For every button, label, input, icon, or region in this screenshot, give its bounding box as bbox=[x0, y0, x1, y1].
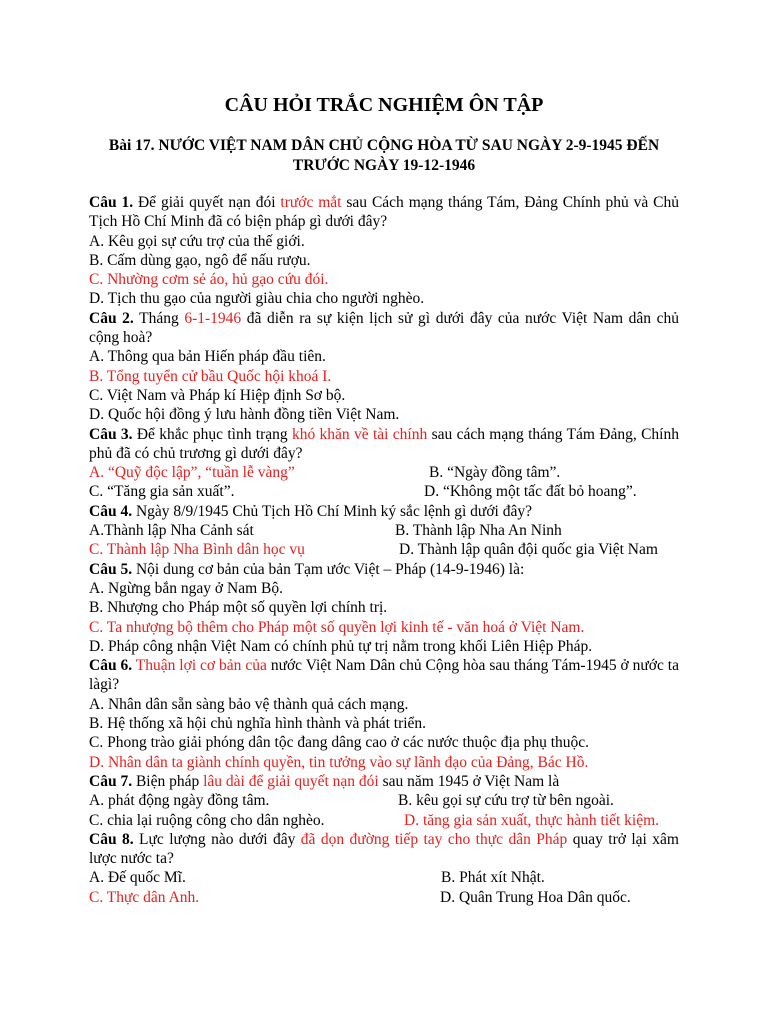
answer-option: A. phát động ngày đồng tâm. bbox=[89, 792, 270, 810]
highlighted-phrase: khó khăn về tài chính bbox=[291, 425, 428, 443]
question-label: Câu 8. bbox=[89, 830, 134, 848]
question-label: Câu 1. bbox=[89, 194, 134, 211]
question-label: Câu 5. bbox=[89, 560, 133, 578]
question-list bbox=[89, 193, 679, 907]
answer-option: B. Phát xít Nhật. bbox=[441, 869, 545, 887]
answer-option-correct: A. “Quỹ độc lập”, “tuần lễ vàng” bbox=[89, 464, 295, 482]
question-stem bbox=[89, 656, 679, 695]
question-stem bbox=[89, 193, 679, 232]
question-5 bbox=[89, 560, 679, 656]
question-label: Câu 7. bbox=[89, 772, 133, 790]
question-stem bbox=[89, 830, 679, 869]
question-label: Câu 4. bbox=[89, 502, 133, 520]
highlighted-phrase: lâu dài để giải quyết nạn đói bbox=[203, 772, 379, 790]
answer-option-correct: C. Nhường cơm sẻ áo, hủ gạo cứu đói. bbox=[89, 271, 329, 289]
answer-option: D. Thành lập quân đội quốc gia Việt Nam bbox=[399, 541, 658, 559]
answer-option-correct: D. tăng gia sản xuất, thực hành tiết kiệm. bbox=[404, 811, 660, 829]
answer-option: B. Nhượng cho Pháp một số quyền lợi chính trị. bbox=[89, 599, 388, 617]
question-6 bbox=[89, 656, 679, 772]
question-label: Câu 3. bbox=[89, 425, 133, 443]
question-stem bbox=[89, 502, 679, 521]
answer-option-correct: B. Tổng tuyển cử bầu Quốc hội khoá I. bbox=[89, 367, 332, 385]
question-8 bbox=[89, 830, 679, 907]
question-text: Ngày 8/9/1945 Chủ Tịch Hồ Chí Minh ký sắc lệnh gì dưới đây? bbox=[132, 502, 532, 520]
answer-option: D. Quân Trung Hoa Dân quốc. bbox=[440, 888, 631, 906]
answer-option: C. Việt Nam và Pháp kí Hiệp định Sơ bộ. bbox=[89, 386, 346, 404]
question-text: Lực lượng nào dưới đây bbox=[133, 830, 301, 848]
question-text: sau cách mạng tháng Tám Đảng, Chính phủ đã có chủ trương gì dưới đây? bbox=[89, 425, 679, 462]
option-row bbox=[89, 540, 679, 559]
answer-option: A. Ngừng bắn ngay ở Nam Bộ. bbox=[89, 579, 283, 597]
question-text: Để khắc phục tình trạng bbox=[132, 425, 292, 443]
answer-option: D. Tịch thu gạo của người giàu chia cho người nghèo. bbox=[89, 290, 425, 308]
answer-option: B. Hệ thống xã hội chủ nghĩa hình thành và phát triển. bbox=[89, 715, 427, 733]
answer-option-correct: D. Nhân dân ta giành chính quyền, tin tưởng vào sự lãnh đạo của Đảng, Bác Hồ. bbox=[89, 753, 589, 771]
highlighted-phrase: đã dọn đường tiếp tay cho thực dân Pháp bbox=[300, 830, 568, 848]
option-row bbox=[89, 521, 679, 540]
question-label: Câu 2. bbox=[89, 309, 134, 327]
option-row bbox=[89, 463, 679, 482]
answer-option-correct: C. Ta nhượng bộ thêm cho Pháp một số quyền lợi kinh tế - văn hoá ở Việt Nam. bbox=[89, 618, 585, 636]
question-text: đã diễn ra sự kiện lịch sử gì dưới đây của nước Việt Nam dân chủ cộng hoà? bbox=[89, 309, 679, 347]
highlighted-phrase: 6-1-1946 bbox=[184, 309, 242, 327]
question-text: nước Việt Nam Dân chủ Cộng hòa sau tháng Tám-1945 ở nước ta làgì? bbox=[89, 657, 679, 694]
question-stem bbox=[89, 560, 679, 579]
answer-option: A. Nhân dân sẵn sàng bảo vệ thành quả cách mạng. bbox=[89, 695, 409, 713]
answer-option: A.Thành lập Nha Cảnh sát bbox=[89, 522, 254, 540]
answer-option: A. Thông qua bản Hiến pháp đầu tiên. bbox=[89, 348, 326, 366]
option-row bbox=[89, 888, 679, 907]
answer-option: C. chia lại ruộng công cho dân nghèo. bbox=[89, 811, 325, 829]
answer-option: B. kêu gọi sự cứu trợ từ bên ngoài. bbox=[398, 792, 614, 810]
option-row bbox=[89, 482, 679, 501]
page-title: CÂU HỎI TRẮC NGHIỆM ÔN TẬP bbox=[224, 94, 544, 116]
question-stem bbox=[89, 425, 679, 464]
option-row bbox=[89, 811, 679, 830]
question-text: sau năm 1945 ở Việt Nam là bbox=[378, 772, 560, 790]
highlighted-phrase: Thuận lợi cơ bản của bbox=[135, 657, 267, 675]
option-row bbox=[89, 868, 679, 887]
answer-option: A. Đế quốc Mĩ. bbox=[89, 869, 186, 887]
answer-option-correct: C. Thực dân Anh. bbox=[89, 888, 200, 906]
question-label: Câu 6. bbox=[89, 657, 133, 675]
question-text: sau Cách mạng tháng Tám, Đảng Chính phủ và Chủ Tịch Hồ Chí Minh đã có biện pháp gì dưới đây? bbox=[89, 194, 679, 231]
answer-option: A. Kêu gọi sự cứu trợ của thế giới. bbox=[89, 232, 305, 250]
question-4 bbox=[89, 502, 679, 560]
question-text: Tháng bbox=[133, 309, 185, 327]
lesson-subtitle: Bài 17. NƯỚC VIỆT NAM DÂN CHỦ CỘNG HÒA TỪ SAU NGÀY 2-9-1945 ĐẾN TRƯỚC NGÀY 19-12-1946 bbox=[108, 137, 660, 174]
answer-option: B. Cấm dùng gạo, ngô để nấu rượu. bbox=[89, 251, 311, 269]
highlighted-phrase: trước mắt bbox=[280, 194, 342, 211]
option-row bbox=[89, 791, 679, 810]
question-1 bbox=[89, 193, 679, 309]
question-stem bbox=[89, 772, 679, 791]
question-2 bbox=[89, 309, 679, 425]
question-text: quay trở lại xâm lược nước ta? bbox=[89, 830, 679, 868]
question-3 bbox=[89, 425, 679, 502]
answer-option: C. Phong trào giải phóng dân tộc đang dâng cao ở các nước thuộc địa phụ thuộc. bbox=[89, 734, 590, 752]
question-text: Để giải quyết nạn đói bbox=[133, 194, 281, 211]
question-7 bbox=[89, 772, 679, 830]
answer-option: D. “Không một tấc đất bỏ hoang”. bbox=[424, 483, 637, 501]
answer-option: B. Thành lập Nha An Ninh bbox=[395, 522, 562, 540]
answer-option-correct: C. Thành lập Nha Bình dân học vụ bbox=[89, 541, 305, 559]
question-text: Nội dung cơ bản của bản Tạm ước Việt – Pháp (14-9-1946) là: bbox=[132, 560, 525, 578]
answer-option: D. Quốc hội đồng ý lưu hành đồng tiền Việt Nam. bbox=[89, 406, 400, 424]
answer-option: B. “Ngày đồng tâm”. bbox=[429, 464, 561, 482]
question-stem bbox=[89, 309, 679, 348]
answer-option: C. “Tăng gia sản xuất”. bbox=[89, 483, 235, 501]
answer-option: D. Pháp công nhận Việt Nam có chính phủ tự trị nằm trong khối Liên Hiệp Pháp. bbox=[89, 637, 593, 655]
question-text: Biện pháp bbox=[132, 772, 204, 790]
